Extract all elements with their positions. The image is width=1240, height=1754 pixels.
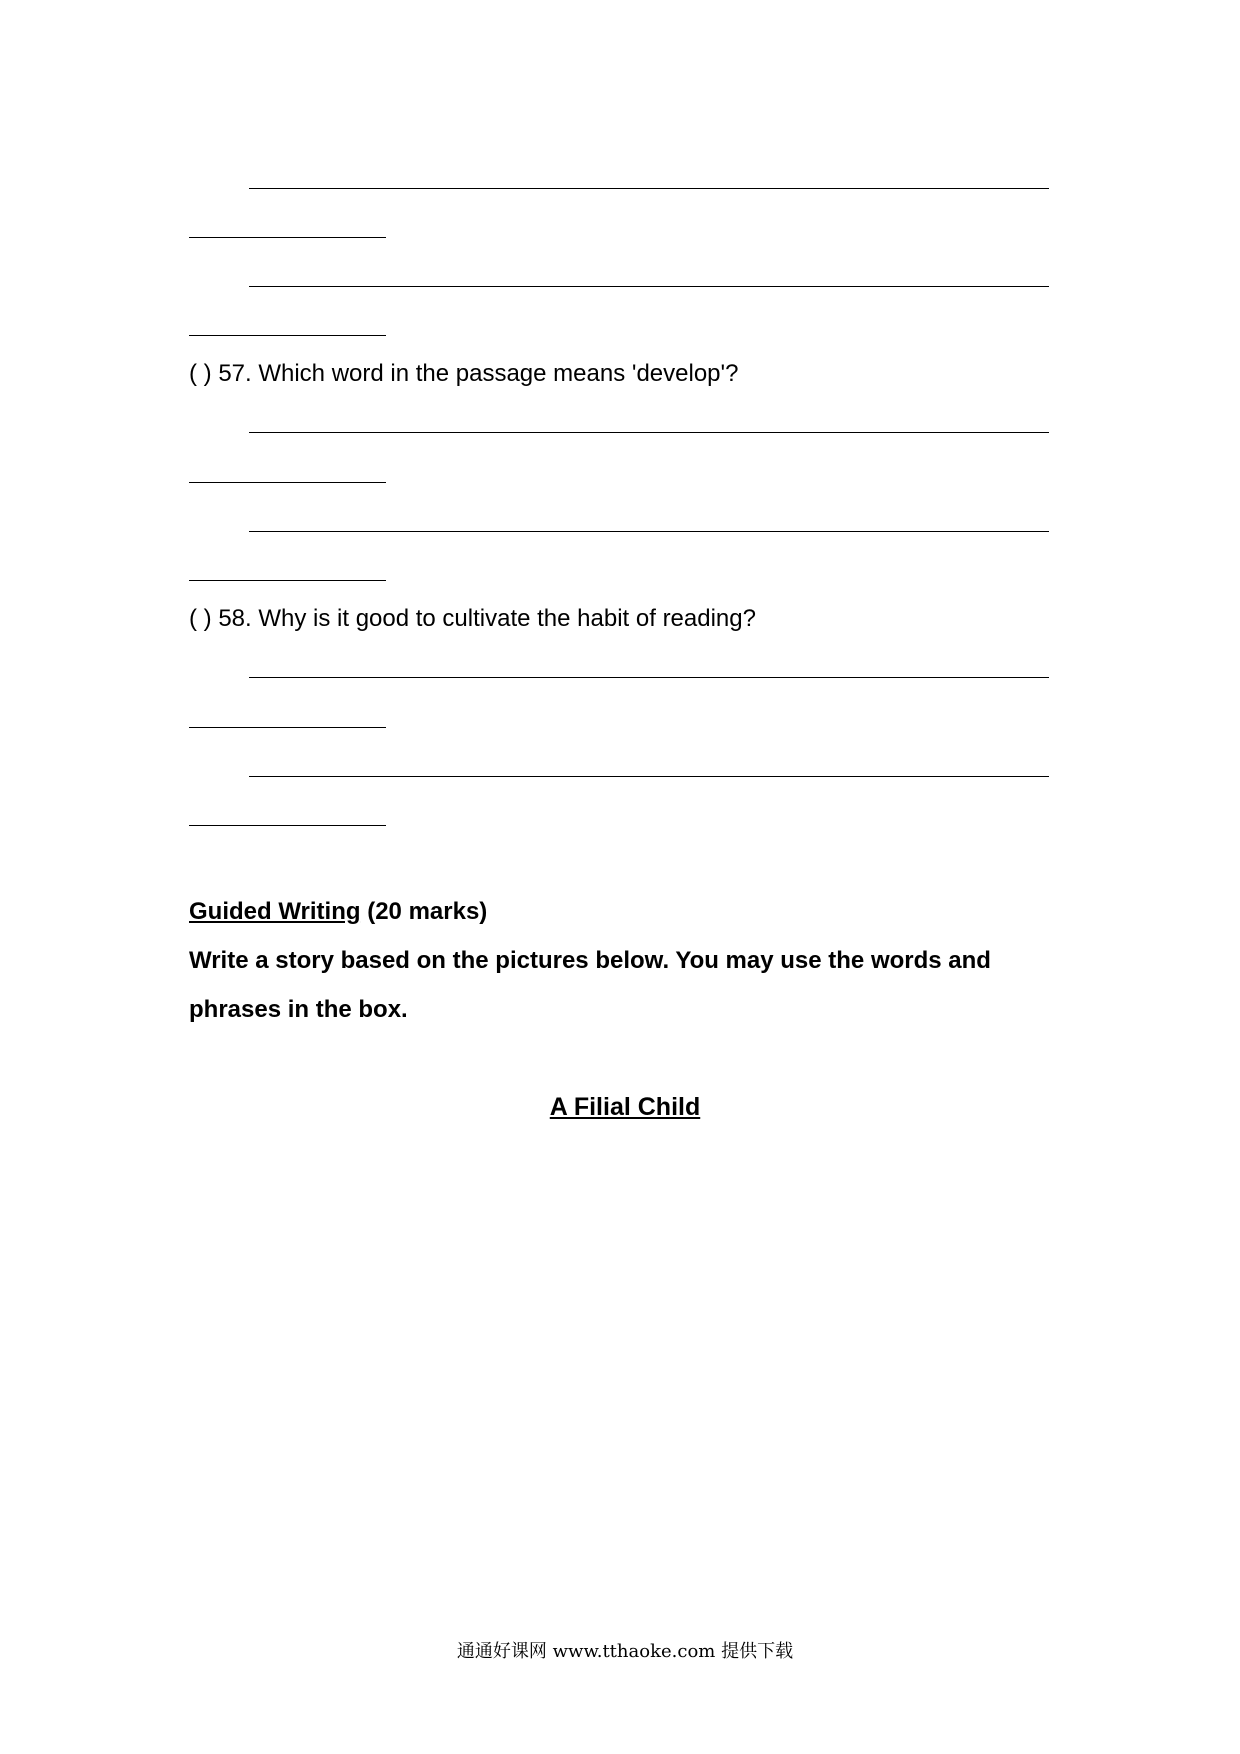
answer-line [189, 237, 386, 238]
instruction-line-2: phrases in the box. [189, 996, 408, 1023]
answer-line [249, 286, 1049, 287]
answer-line [189, 335, 386, 336]
answer-line [249, 776, 1049, 777]
guided-writing-heading [189, 898, 487, 926]
answer-line [249, 188, 1049, 189]
question-57: ( ) 57. Which word in the passage means 'develop'? [189, 360, 739, 387]
section-title: Guided Writing [189, 898, 361, 925]
answer-line [189, 727, 386, 728]
answer-line [249, 677, 1049, 678]
section-marks: (20 marks) [360, 898, 488, 925]
answer-line [189, 580, 386, 581]
instruction-line-1: Write a story based on the pictures below. You may use the words and [189, 947, 991, 974]
answer-line [189, 482, 386, 483]
question-58: ( ) 58. Why is it good to cultivate the habit of reading? [189, 605, 756, 632]
answer-line [249, 432, 1049, 433]
story-title: A Filial Child [549, 1093, 701, 1121]
page-footer: 通通好课网 www.tthaoke.com 提供下载 [456, 1641, 794, 1662]
answer-line [189, 825, 386, 826]
answer-line [249, 531, 1049, 532]
